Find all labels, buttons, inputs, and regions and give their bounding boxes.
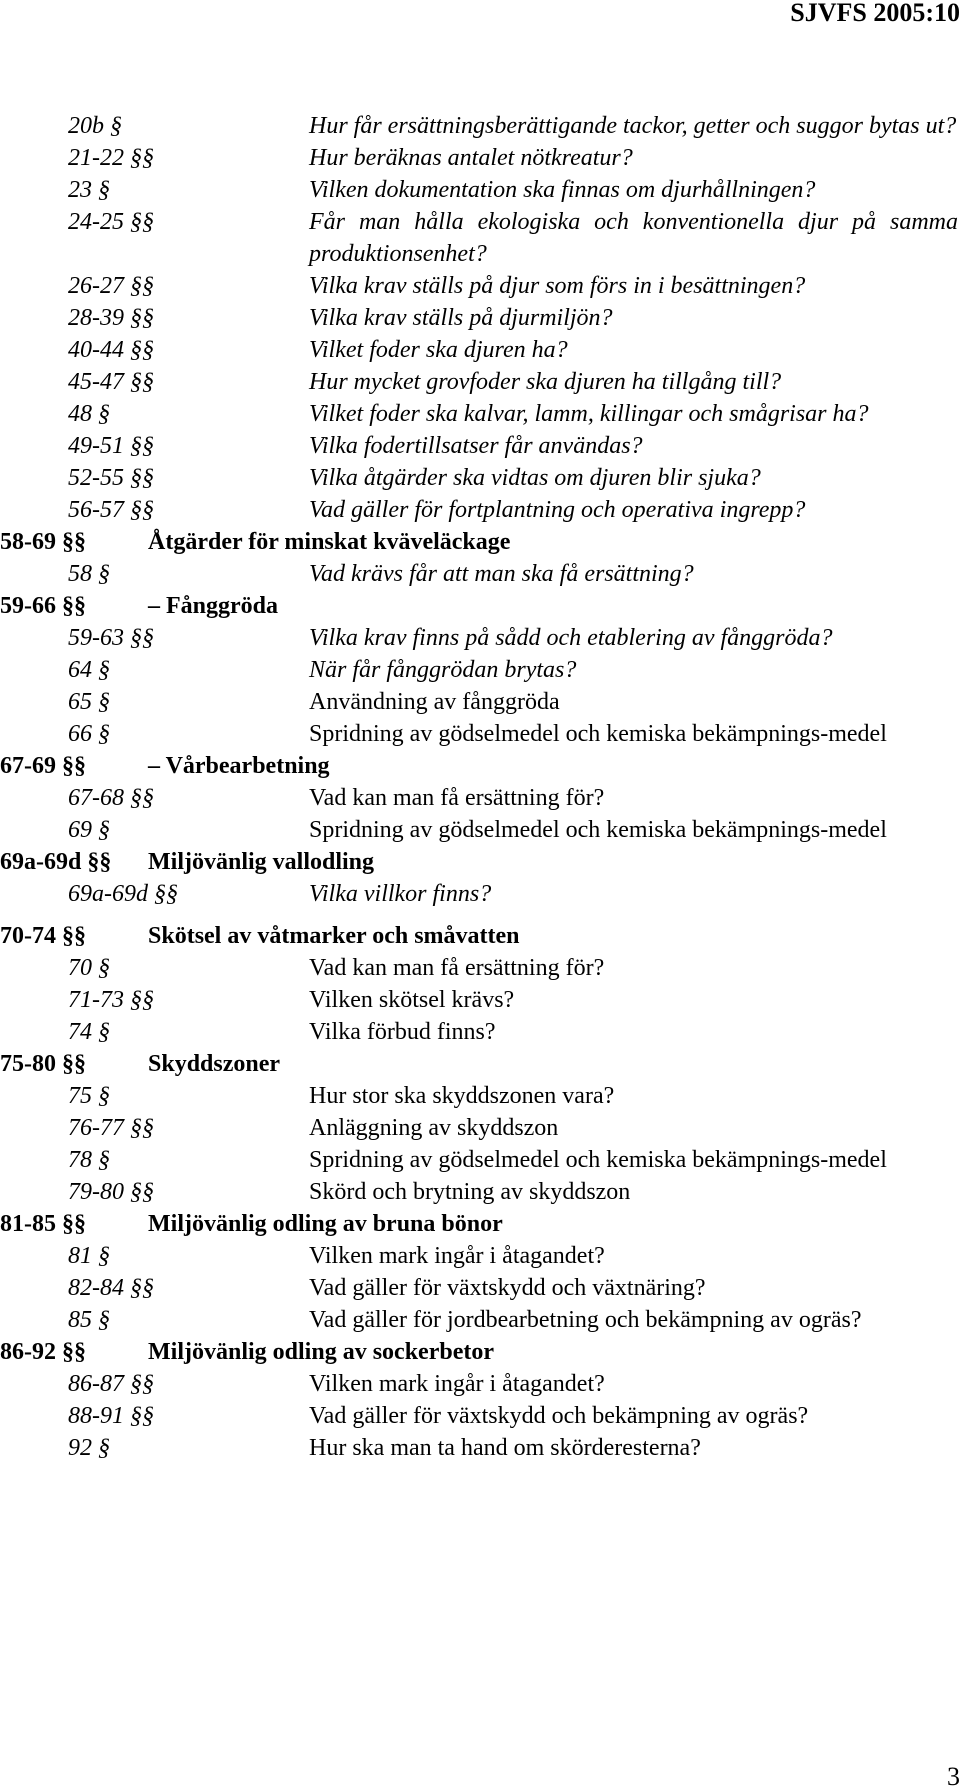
entry-text: Vilken mark ingår i åtagandet?: [309, 1371, 605, 1397]
section-number: 82-84 §§: [68, 1275, 154, 1301]
toc-entry: [0, 622, 960, 654]
entry-text: Vad kan man få ersättning för?: [309, 955, 605, 981]
entry-text: Vad krävs får att man ska få ersättning?: [309, 561, 694, 587]
section-number: 56-57 §§: [68, 497, 154, 523]
section-number: 26-27 §§: [68, 273, 154, 299]
section-number: 58-69 §§: [0, 529, 86, 555]
section-number: 69 §: [68, 817, 110, 843]
section-number: 52-55 §§: [68, 465, 154, 491]
entry-text: Får man hålla ekologiska och konventionella djur på samma produktionsenhet?: [309, 209, 958, 267]
section-number: 75 §: [68, 1083, 110, 1109]
entry-text: Användning av fånggröda: [309, 689, 560, 715]
section-number: 86-92 §§: [0, 1339, 86, 1365]
entry-text: Vilket foder ska kalvar, lamm, killingar och smågrisar ha?: [309, 401, 869, 427]
heading-text: – Fånggröda: [148, 593, 279, 619]
toc-entry: [0, 302, 960, 334]
table-of-contents: [0, 110, 960, 1464]
heading-text: Miljövänlig odling av sockerbetor: [148, 1339, 494, 1365]
toc-entry: [0, 1368, 960, 1400]
section-number: 64 §: [68, 657, 110, 683]
toc-entry: [0, 1304, 960, 1336]
toc-entry: [0, 1400, 960, 1432]
entry-text: Vilka krav ställs på djurmiljön?: [309, 305, 613, 331]
section-number: 79-80 §§: [68, 1179, 154, 1205]
entry-text: Vilken dokumentation ska finnas om djurhållningen?: [309, 177, 816, 203]
section-number: 24-25 §§: [68, 209, 154, 235]
toc-entry: [0, 494, 960, 526]
document-header: SJVFS 2005:10: [790, 0, 960, 27]
entry-text: När får fånggrödan brytas?: [309, 657, 577, 683]
entry-text: Vilka krav finns på sådd och etablering av fånggröda?: [309, 625, 833, 651]
toc-section-heading: [0, 1048, 960, 1080]
section-number: 76-77 §§: [68, 1115, 154, 1141]
toc-entry: [0, 1432, 960, 1464]
section-number: 59-66 §§: [0, 593, 86, 619]
toc-section-heading: [0, 590, 960, 622]
heading-text: – Vårbearbetning: [148, 753, 330, 779]
toc-entry: [0, 1144, 960, 1176]
entry-text: Vilka fodertillsatser får användas?: [309, 433, 643, 459]
toc-entry: [0, 984, 960, 1016]
toc-entry: [0, 1112, 960, 1144]
toc-entry: [0, 110, 960, 142]
toc-section-heading: [0, 920, 960, 952]
section-number: 21-22 §§: [68, 145, 154, 171]
entry-text: Hur mycket grovfoder ska djuren ha tillgång till?: [309, 369, 782, 395]
section-number: 59-63 §§: [68, 625, 154, 651]
toc-entry: [0, 462, 960, 494]
entry-text: Hur ska man ta hand om skörderesterna?: [309, 1435, 701, 1461]
entry-text: Vad gäller för jordbearbetning och bekämpning av ogräs?: [309, 1307, 862, 1333]
section-number: 67-68 §§: [68, 785, 154, 811]
toc-entry: [0, 1016, 960, 1048]
section-number: 88-91 §§: [68, 1403, 154, 1429]
toc-entry: [0, 206, 960, 270]
entry-text: Vad gäller för växtskydd och bekämpning av ogräs?: [309, 1403, 809, 1429]
toc-entry: [0, 1176, 960, 1208]
toc-section-heading: [0, 1336, 960, 1368]
heading-text: Miljövänlig vallodling: [148, 849, 375, 875]
toc-entry: [0, 398, 960, 430]
section-number: 65 §: [68, 689, 110, 715]
entry-text: Vad gäller för fortplantning och operativa ingrepp?: [309, 497, 806, 523]
entry-text: Spridning av gödselmedel och kemiska bekämpnings-medel: [309, 1147, 887, 1173]
heading-text: Miljövänlig odling av bruna bönor: [148, 1211, 503, 1237]
section-number: 75-80 §§: [0, 1051, 86, 1077]
section-number: 86-87 §§: [68, 1371, 154, 1397]
entry-text: Vilka åtgärder ska vidtas om djuren blir sjuka?: [309, 465, 761, 491]
section-number: 23 §: [68, 177, 110, 203]
entry-text: Spridning av gödselmedel och kemiska bekämpnings-medel: [309, 817, 887, 843]
section-number: 85 §: [68, 1307, 110, 1333]
section-number: 70-74 §§: [0, 923, 86, 949]
toc-entry: [0, 334, 960, 366]
toc-entry: [0, 558, 960, 590]
section-number: 81-85 §§: [0, 1211, 86, 1237]
section-number: 70 §: [68, 955, 110, 981]
toc-section-heading: [0, 526, 960, 558]
toc-entry: [0, 952, 960, 984]
entry-text: Vilken mark ingår i åtagandet?: [309, 1243, 605, 1269]
heading-text: Åtgärder för minskat kväveläckage: [148, 529, 511, 555]
toc-entry: [0, 366, 960, 398]
toc-entry: [0, 1272, 960, 1304]
section-number: 81 §: [68, 1243, 110, 1269]
section-number: 69a-69d §§: [0, 849, 112, 875]
toc-entry: [0, 430, 960, 462]
section-number: 28-39 §§: [68, 305, 154, 331]
toc-entry: [0, 142, 960, 174]
section-number: 20b §: [68, 113, 122, 139]
toc-entry: [0, 878, 960, 910]
entry-text: Anläggning av skyddszon: [309, 1115, 559, 1141]
entry-text: Spridning av gödselmedel och kemiska bekämpnings-medel: [309, 721, 887, 747]
entry-text: Vilka krav ställs på djur som förs in i besättningen?: [309, 273, 806, 299]
entry-text: Vilken skötsel krävs?: [309, 987, 515, 1013]
section-number: 92 §: [68, 1435, 110, 1461]
toc-entry: [0, 814, 960, 846]
toc-section-heading: [0, 1208, 960, 1240]
section-number: 78 §: [68, 1147, 110, 1173]
entry-text: Hur får ersättningsberättigande tackor, getter och suggor bytas ut?: [309, 113, 957, 139]
toc-entry: [0, 718, 960, 750]
section-number: 71-73 §§: [68, 987, 154, 1013]
section-number: 69a-69d §§: [68, 881, 178, 907]
toc-entry: [0, 270, 960, 302]
section-number: 67-69 §§: [0, 753, 86, 779]
entry-text: Vad gäller för växtskydd och växtnäring?: [309, 1275, 706, 1301]
toc-entry: [0, 1080, 960, 1112]
section-number: 58 §: [68, 561, 110, 587]
toc-entry: [0, 1240, 960, 1272]
toc-entry: [0, 654, 960, 686]
entry-text: Hur stor ska skyddszonen vara?: [309, 1083, 615, 1109]
entry-text: Hur beräknas antalet nötkreatur?: [309, 145, 633, 171]
entry-text: Skörd och brytning av skyddszon: [309, 1179, 631, 1205]
entry-text: Vilka villkor finns?: [309, 881, 492, 907]
section-number: 45-47 §§: [68, 369, 154, 395]
toc-section-heading: [0, 846, 960, 878]
toc-entry: [0, 174, 960, 206]
toc-entry: [0, 686, 960, 718]
section-number: 49-51 §§: [68, 433, 154, 459]
toc-section-heading: [0, 750, 960, 782]
section-number: 40-44 §§: [68, 337, 154, 363]
page-number: 3: [947, 1762, 960, 1791]
section-number: 66 §: [68, 721, 110, 747]
entry-text: Vilka förbud finns?: [309, 1019, 496, 1045]
entry-text: Vad kan man få ersättning för?: [309, 785, 605, 811]
toc-entry: [0, 782, 960, 814]
heading-text: Skyddszoner: [148, 1051, 281, 1077]
section-number: 74 §: [68, 1019, 110, 1045]
heading-text: Skötsel av våtmarker och småvatten: [148, 923, 520, 949]
entry-text: Vilket foder ska djuren ha?: [309, 337, 568, 363]
section-number: 48 §: [68, 401, 110, 427]
